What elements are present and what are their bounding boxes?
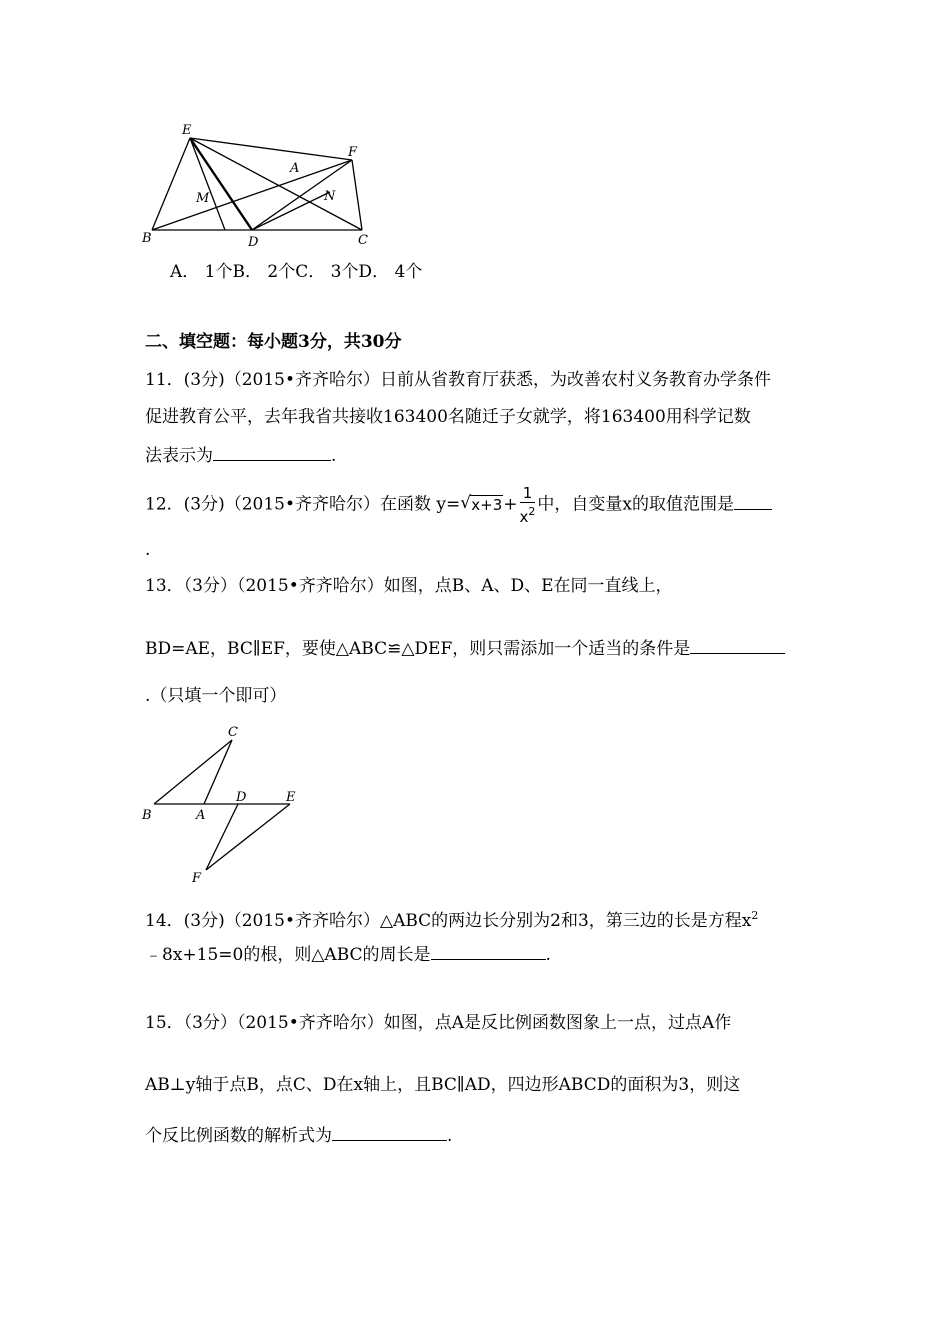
q14-text-2: ﹣8x+15=0的根，则△ABC的周长是 [145,945,431,965]
label-C: C [358,233,368,248]
segment-DN [252,192,330,230]
segment-EC [190,138,362,230]
q12-text-post: 中，自变量x的取值范围是 [537,494,734,515]
q12-fraction [520,484,536,526]
q12-period: . [145,540,151,560]
q11-text-2: 促进教育公平，去年我省共接收163400名随迁子女就学，将163400用科学记数 [145,407,751,427]
q10-options [170,260,835,284]
q15-answer-blank[interactable] [332,1122,447,1141]
q12-answer-blank[interactable] [734,491,772,510]
label-E: E [182,123,192,138]
q15-period: . [447,1126,453,1146]
figure-2-svg [140,720,310,890]
segment-BC [154,740,232,804]
label-N: N [324,189,336,204]
q13-line3 [145,684,810,708]
segment-DF [252,160,352,230]
q12-sqrt [460,487,503,523]
segment-FE [206,804,290,870]
q12-frac-den-base: x [519,508,529,526]
q13-text-3: .（只填一个即可） [145,686,287,706]
label-D: D [248,235,259,250]
q14-line1 [145,904,810,933]
label-D: D [236,790,247,805]
segment-EF [190,138,352,160]
q12-text-pre: 12．(3分)（2015•齐齐哈尔）在函数 y= [145,494,461,515]
label-E: E [286,790,296,805]
section2-title [145,330,810,354]
q14-period: . [545,945,551,965]
q13-line1 [145,574,810,598]
q12-line2 [145,538,810,562]
q11-line1 [145,368,810,392]
q14-answer-blank[interactable] [431,941,546,960]
q11-answer-blank[interactable] [213,442,331,461]
q15-line2 [145,1073,810,1097]
q15-line3 [145,1122,810,1148]
q11-text-3: 法表示为 [145,446,213,466]
radical-sign-icon: √ [460,492,472,513]
segment-CA [204,740,232,804]
q12-frac-numerator: 1 [520,484,536,503]
q11-line2 [145,405,810,429]
q11-text-1: 11．(3分)（2015•齐齐哈尔）日前从省教育厅获悉，为改善农村义务教育办学条件 [145,370,772,390]
q15-text-3: 个反比例函数的解析式为 [145,1126,332,1146]
label-F: F [348,145,358,160]
geometry-figure-1 [140,120,380,250]
q13-text-1: 13．（3分）（2015•齐齐哈尔）如图，点B、A、D、E在同一直线上， [145,576,673,596]
segment-DF [206,804,238,870]
label-B: B [142,231,152,246]
q15-line1 [145,1011,810,1035]
q12-frac-denominator [520,503,536,526]
q12-plus: + [503,494,518,515]
figure-1-svg [140,120,380,250]
label-F: F [192,871,202,886]
label-A: A [196,808,206,823]
label-A: A [290,161,300,176]
q15-text-2: AB⊥y轴于点B，点C、D在x轴上，且BC∥AD，四边形ABCD的面积为3，则这 [145,1075,741,1095]
q15-text-1: 15．（3分）（2015•齐齐哈尔）如图，点A是反比例函数图象上一点，过点A作 [145,1013,732,1033]
label-M: M [196,191,210,206]
segment-FC [352,160,362,230]
q11-period: . [331,446,337,466]
q13-answer-blank[interactable] [690,635,785,654]
label-B: B [142,808,152,823]
section2-title-text: 二、填空题：每小题3分，共30分 [145,332,402,352]
q12-radicand: x+3 [471,495,503,514]
q13-text-2: BD=AE，BC∥EF，要使△ABC≌△DEF，则只需添加一个适当的条件是 [145,639,691,659]
q12-frac-den-exponent: 2 [528,505,536,518]
q12-line1 [145,484,810,526]
label-C: C [228,725,238,740]
q14-text-1: 14．(3分)（2015•齐齐哈尔）△ABC的两边长分别为2和3，第三边的长是方程x [145,911,752,931]
q14-line2 [145,941,810,967]
q13-line2 [145,635,810,661]
q11-line3 [145,442,810,468]
q10-options-text: A． 1个B． 2个C． 3个D． 4个 [170,262,423,282]
segment-EB [152,138,190,230]
segment-ED [190,138,252,230]
q14-exponent: 2 [751,909,759,922]
geometry-figure-2 [140,720,310,890]
